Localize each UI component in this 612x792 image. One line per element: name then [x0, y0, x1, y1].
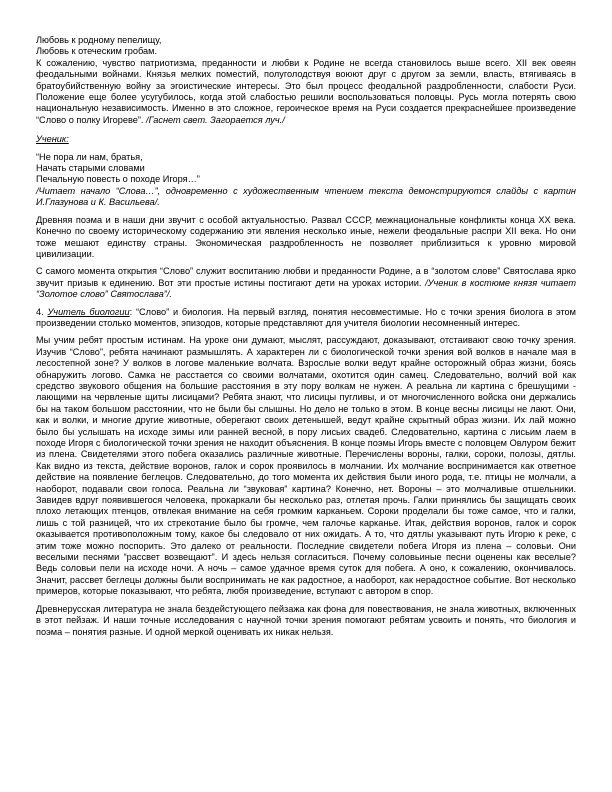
paragraph [36, 58, 576, 126]
speaker-label: Учитель биологии [47, 306, 130, 317]
paragraph: Древнерусская литература не знала бездейстующего пейзажа как фона для повествования, не знала животных, включенных в этот пейзаж. И наши точные исследования с научной точки зрения помогают ребятам усвоить и понять, что биология и поэма – понятия разные. И одной меркой оценивать их никак нельзя. [36, 603, 576, 637]
section-paragraph [36, 307, 576, 330]
verse-line: Печальную повесть о походе Игоря…” [36, 174, 200, 185]
paragraph: Древняя поэма и в наши дни звучит с особой актуальностью. Развал СССР, межнациональные конфликты конца XX века. Конечно по своему историческому содержанию эти явления несколько иные, нежели феодальные распри XII века. Но они тоже мешают единству страны. Экономическая раздробленность не позволяет приблизиться к уровню мировой цивилизации. [36, 214, 576, 259]
document-page [36, 35, 576, 638]
stage-note: /Гаснет свет. Загорается луч./ [146, 114, 285, 125]
verse-line: Начать старыми словами [36, 163, 145, 174]
paragraph: Мы учим ребят простым истинам. На уроке они думают, мыслят, рассуждают, доказывают, отстаивают свою точку зрения. Изучив “Слово”, ребята начинают размышлять. А характерен ли с биологической точки зрения вой волков в начале мая в лесостепной зоне? У волков в логове маленькие волчата. Взрослые волки ведут крайне осторожный образ жизни, боясь обнаружить логово. Самка не расстается со своими волчатами, охотится один самец. Следовательно, волчий вой как средство звукового общения на большие расстояния в эту пору волкам не нужен. А реальна ли картина с брешущими - лающими на червленые щиты лисицами? Ребята знают, что лисицы пугливы, и от многочисленного войска они держались бы на таком большом расстоянии, что не были бы слышны. Но дело не только в этом. В конце весны лисицы не лают. Они, как и волки, и многие другие животные, оберегают своих детенышей, ведут крайне скрытный образ жизни. Их лай можно было бы услышать на исходе зимы или ранней весной, в пору лисьих свадеб. Следовательно, картина с лисьим лаем в походе Игоря с биологической точки зрения не находит объяснения. В конце поэмы Игорь вместе с половцем Овлуром бежит из плена. Свидетелями этого побега оказались различные животные. Перечислены вороны, галки, сороки, полозы, дятлы. Как видно из текста, действие воронов, галок и сорок проявилось в молчании. Их молчание воспринимается как ответное действие на появление беглецов. Следовательно, до того момента их действия были иного рода, т.е. птицы не молчали, а наоборот, подавали свои голоса. Реальна ли “звуковая” картина? Конечно, нет. Вороны – это молчаливые отшельники. Завидев вдруг появившегося человека, прокаркали бы несколько раз, отлетая прочь. Галки принялись бы защищать своих плохо летающих птенцов, отвлекая внимание на себя громким карканьем. Сороки проделали бы тоже самое, что и галки, лишь с той разницей, что их стрекотание было бы громче, чем галочье карканье. Итак, действия воронов, галок и сорок оказывается противоположным тому, какое бы следовало от них ожидать. А то, что дятлы указывают путь Игорю к реке, с этим тоже можно поспорить. Это далеко от реальности. Последние свидетели побега Игоря из плена – соловьи. Они веселыми песнями “рассвет возвещают”. И здесь нельзя согласиться. Почему соловьиные песни оценены как веселые? Ведь соловьи пели на исходе ночи. А ночь – самое удачное время суток для побега. А оно, к сожалению, окончивалось. Значит, рассвет беглецы должны были воспринимать не как радостное, а наоборот, как нерадостное событие. Вот несколько примеров, которые показывают, что ребята, любя произведение, вступают с автором в спор. [36, 335, 576, 597]
paragraph-text: “Слово” и биология. На первый взгляд, понятия несовместимые. Но с точки зрения биолога в этом произведении столько моментов, эпизодов, которые представляют для учителя биологии несомненный интерес. [36, 306, 576, 328]
section-number: 4. [36, 306, 48, 317]
verse-line: Любовь к родному пепелищу, [36, 35, 162, 45]
verse-line: Любовь к отеческим гробам. [36, 46, 158, 57]
speaker-label: Ученик: [36, 134, 69, 145]
paragraph-text: С самого момента открытия “Слово” служит воспитанию любви и преданности Родине, а в “золотом слове” Святослава ярко звучит призыв к единению. Вот эти простые истины постигают дети на уроках истории. [36, 266, 576, 288]
paragraph-text: К сожалению, чувство патриотизма, преданности и любви к Родине не всегда становилось выше всего. XII век овеян феодальными войнами. Князья мелких поместий, полуголодствуя воюют друг с другом за земли, власть, втягиваясь в братоубийственную войну за эгоистические интересы. Это был процесс феодальной раздробленности, слабости Руси. Положение еще более усугубилось, когда этой слабостью решили воспользоваться половцы. Русь могла потерять свою национальную независимость. Именно в это сложное, героическое время на Руси создается прекраснейшее произведение “Слово о полку Игореве”. [36, 57, 576, 125]
stage-note: /Ученик в костюме князя читает “Золотое слово” Святослава”/. [36, 277, 576, 300]
stage-note: /Читает начало “Слова…”, одновременно с художественным чтением текста демонстрируются слайды с картин И.Глазунова и К. Васильева/. [36, 185, 576, 208]
paragraph [36, 266, 576, 300]
verse-line: “Не пора ли нам, братья, [36, 151, 143, 162]
colon: : [129, 306, 136, 317]
